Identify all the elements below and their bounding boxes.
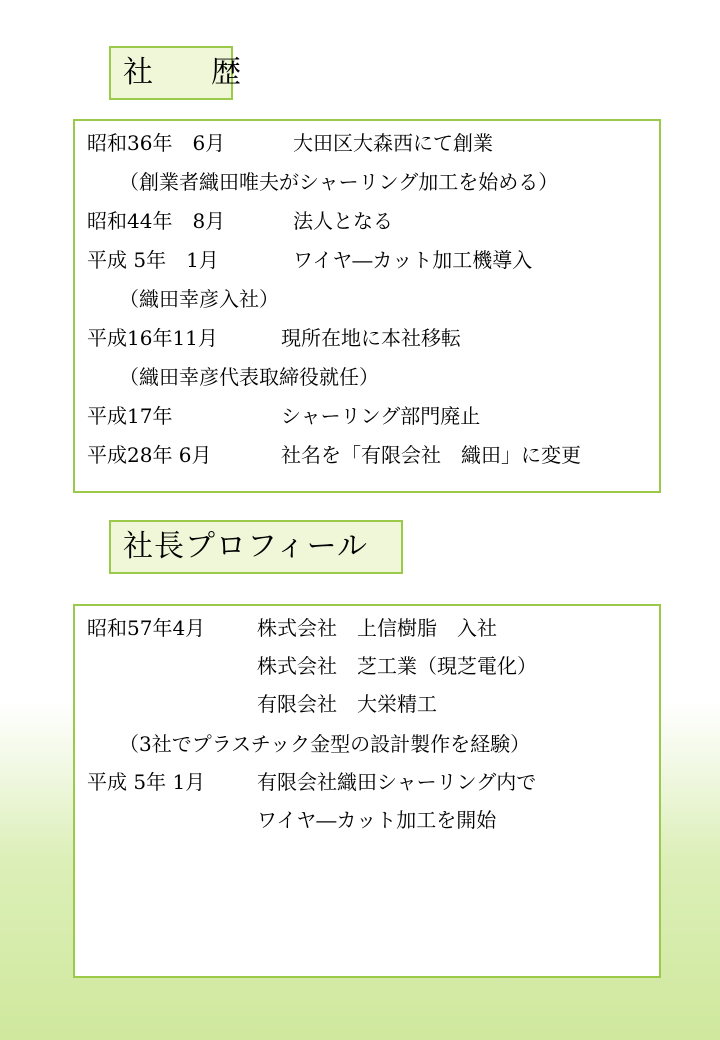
profile-date: 平成 5年 1月 (87, 770, 206, 794)
president-profile-heading: 社長プロフィール (109, 520, 403, 574)
profile-text: 有限会社織田シャーリング内で (257, 770, 537, 794)
history-note: （織田幸彦代表取締役就任） (119, 365, 379, 389)
history-text: 社名を「有限会社 織田」に変更 (281, 443, 581, 467)
history-date: 平成28年 6月 (87, 443, 212, 467)
history-text: 現所在地に本社移転 (281, 326, 461, 350)
history-text: シャーリング部門廃止 (281, 404, 481, 428)
history-text: 法人となる (293, 209, 393, 233)
president-profile-box (73, 604, 661, 978)
history-text: 大田区大森西にて創業 (293, 131, 493, 155)
history-date: 平成17年 (87, 404, 173, 428)
history-text: ワイヤ―カット加工機導入 (293, 248, 533, 272)
profile-date: 昭和57年4月 (87, 616, 206, 640)
history-note: （織田幸彦入社） (119, 287, 279, 311)
profile-note: （3社でプラスチック金型の設計製作を経験） (119, 732, 531, 756)
history-date: 昭和44年 8月 (87, 209, 226, 233)
profile-text: 株式会社 上信樹脂 入社 (257, 616, 497, 640)
history-date: 平成16年11月 (87, 326, 218, 350)
history-date: 平成 5年 1月 (87, 248, 219, 272)
company-history-heading: 社 歴 (109, 46, 233, 100)
company-history-box (73, 119, 661, 493)
history-note: （創業者織田唯夫がシャーリング加工を始める） (119, 170, 559, 194)
history-date: 昭和36年 6月 (87, 131, 226, 155)
profile-text: 株式会社 芝工業（現芝電化） (257, 654, 537, 678)
profile-text: 有限会社 大栄精工 (257, 692, 437, 716)
profile-text: ワイヤ―カット加工を開始 (257, 808, 497, 832)
